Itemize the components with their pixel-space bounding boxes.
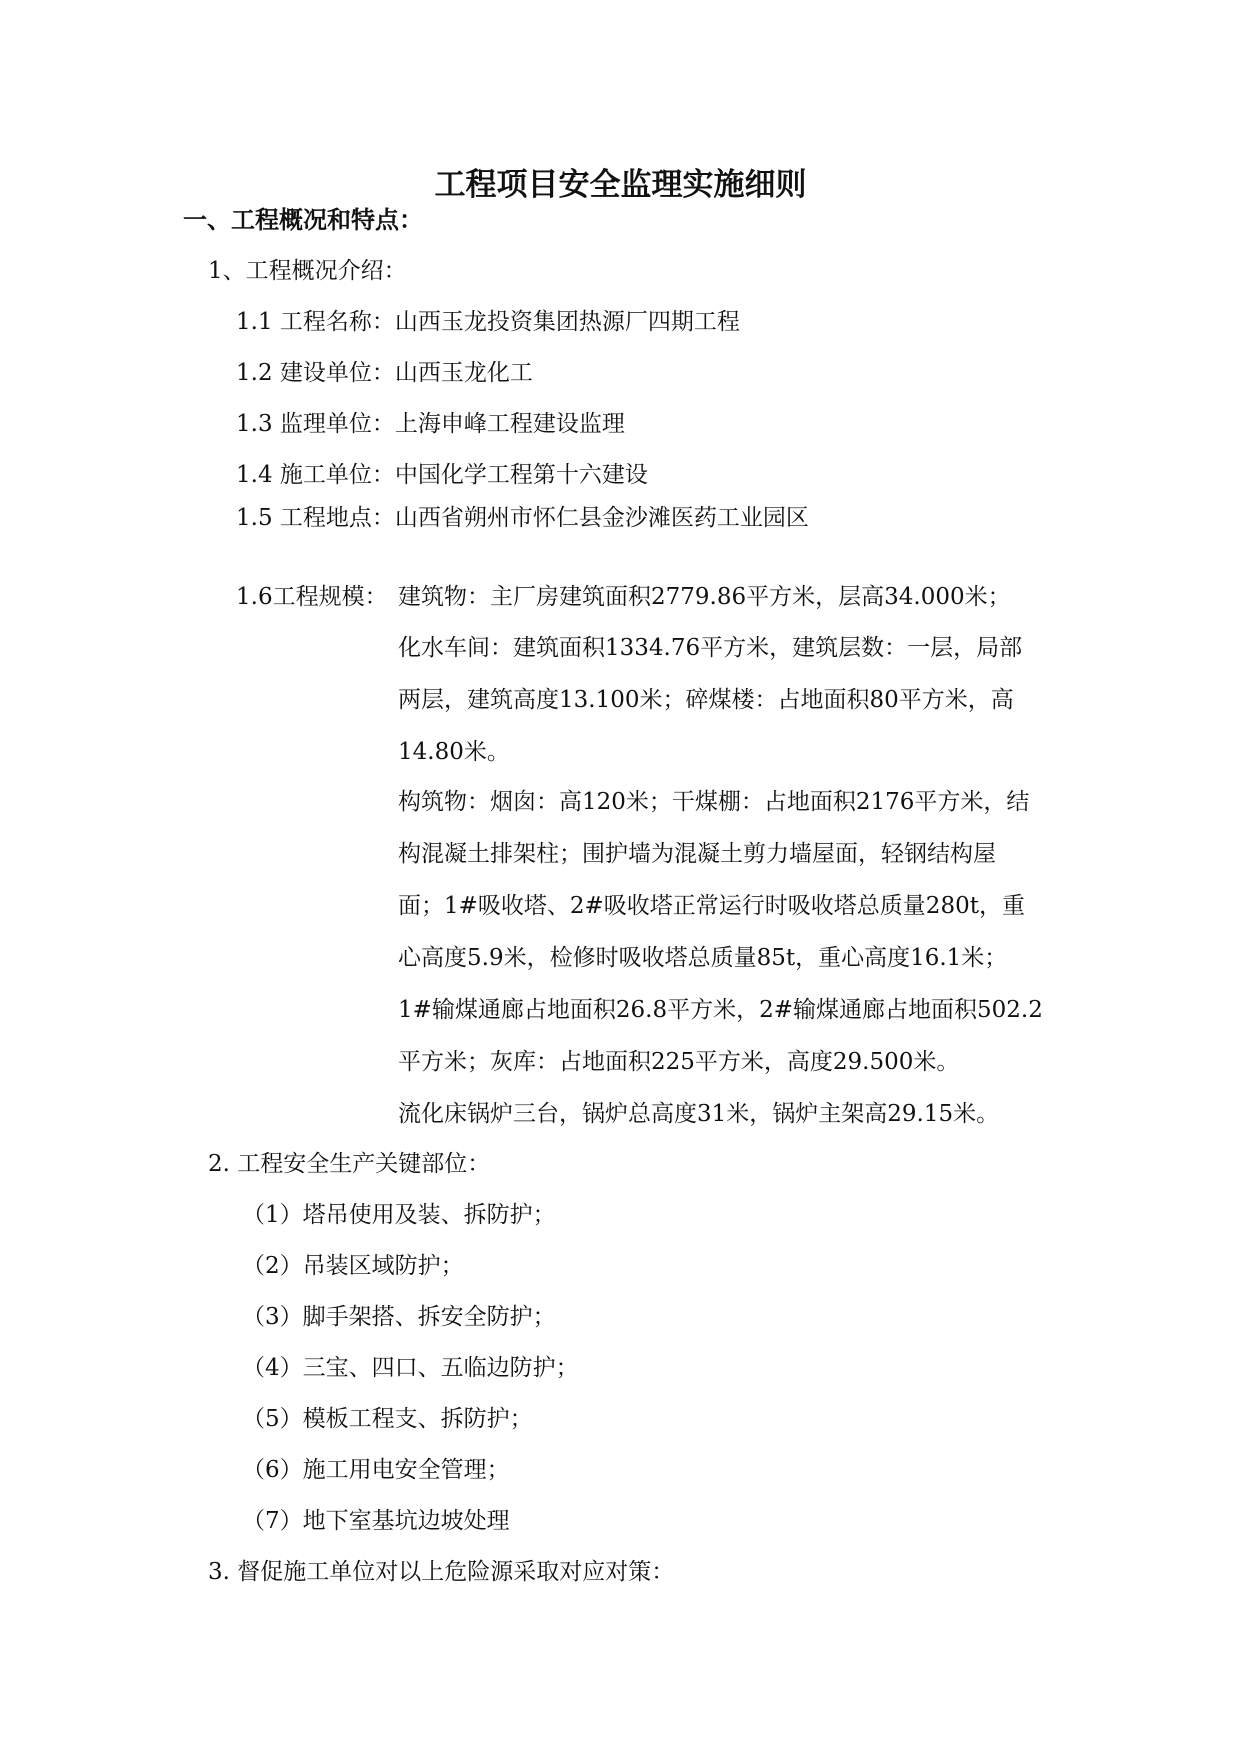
info-item-project-name: 1.1 工程名称：山西玉龙投资集团热源厂四期工程 (236, 309, 740, 335)
scale-paragraph-structures (398, 776, 1070, 1140)
key-location-item: （4）三宝、四口、五临边防护； (242, 1355, 579, 1381)
subsection-heading-countermeasures: 3. 督促施工单位对以上危险源采取对应对策： (208, 1559, 675, 1585)
key-location-item: （7）地下室基坑边坡处理 (242, 1508, 510, 1534)
key-location-item: （1）塔吊使用及装、拆防护； (242, 1202, 556, 1228)
scale-text-line: 构筑物：烟囱：高120米；干煤棚：占地面积2176平方米，结 (398, 789, 1030, 815)
scale-text-line: 14.80米。 (398, 739, 510, 765)
scale-text-line: 1#输煤通廊占地面积26.8平方米，2#输煤通廊占地面积502.2 (398, 997, 1043, 1023)
scale-text-line: 面；1#吸收塔、2#吸收塔正常运行时吸收塔总质量280t，重 (398, 893, 1025, 919)
section-heading: 一、工程概况和特点： (183, 205, 423, 234)
info-item-scale-label: 1.6工程规模： (236, 584, 388, 610)
scale-text-line: 化水车间：建筑面积1334.76平方米，建筑层数：一层，局部 (398, 635, 1023, 661)
key-location-item: （6）施工用电安全管理； (242, 1457, 510, 1483)
subsection-heading-key-locations: 2. 工程安全生产关键部位： (208, 1151, 491, 1177)
subsection-heading-overview: 1、工程概况介绍： (208, 258, 407, 284)
document-title: 工程项目安全监理实施细则 (434, 167, 807, 203)
info-item-supervisor: 1.3 监理单位：上海申峰工程建设监理 (236, 411, 625, 437)
key-location-item: （5）模板工程支、拆防护； (242, 1406, 533, 1432)
key-location-item: （3）脚手架搭、拆安全防护； (242, 1304, 556, 1330)
key-location-item: （2）吊装区域防护； (242, 1253, 464, 1279)
scale-buildings-line: 建筑物：主厂房建筑面积2779.86平方米，层高34.000米； (398, 584, 1011, 610)
scale-text-line: 平方米；灰库：占地面积225平方米，高度29.500米。 (398, 1049, 960, 1075)
scale-text-line: 构混凝土排架柱；围护墙为混凝土剪力墙屋面，轻钢结构屋 (398, 841, 996, 867)
info-item-owner: 1.2 建设单位：山西玉龙化工 (236, 360, 533, 386)
info-item-contractor: 1.4 施工单位：中国化学工程第十六建设 (236, 462, 648, 488)
scale-paragraph-water-treatment (398, 622, 1070, 778)
scale-text-line: 流化床锅炉三台，锅炉总高度31米，锅炉主架高29.15米。 (398, 1101, 1000, 1127)
info-item-location: 1.5 工程地点：山西省朔州市怀仁县金沙滩医药工业园区 (236, 505, 809, 531)
scale-text-line: 心高度5.9米，检修时吸收塔总质量85t，重心高度16.1米； (398, 945, 1008, 971)
scale-text-line: 两层，建筑高度13.100米；碎煤楼：占地面积80平方米，高 (398, 687, 1014, 713)
